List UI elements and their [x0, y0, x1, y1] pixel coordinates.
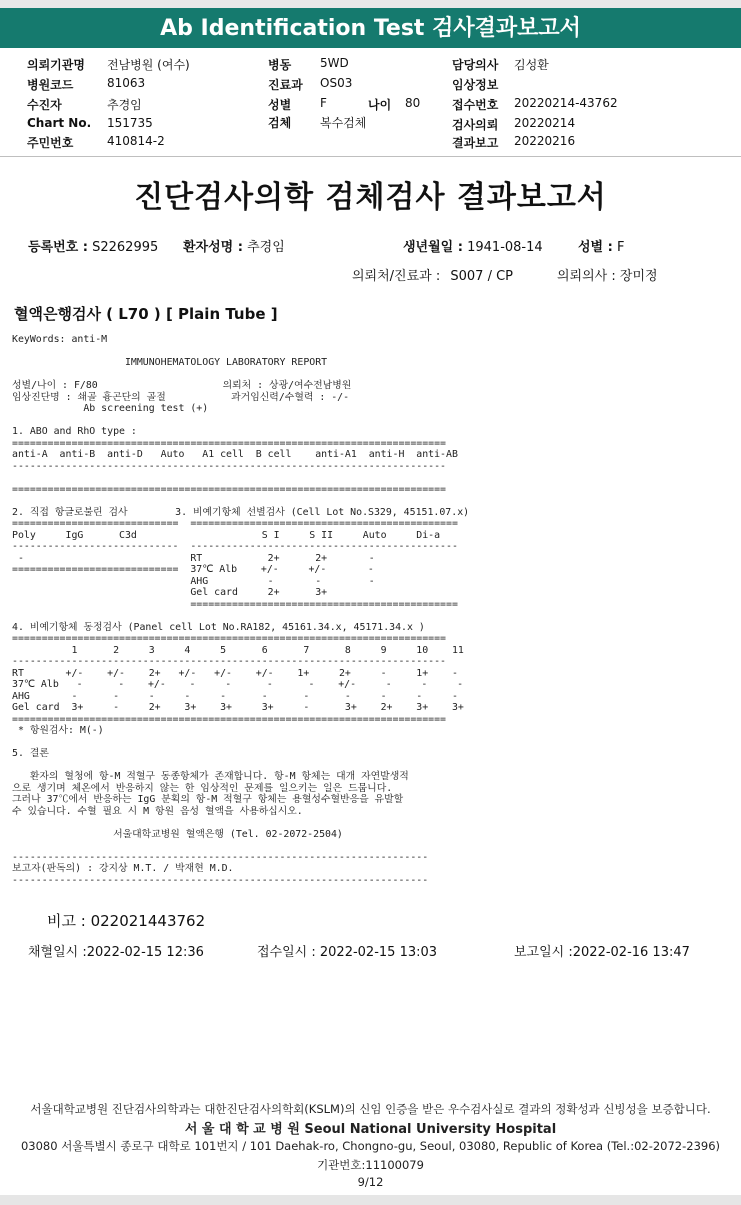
report-line: 성별/나이 : F/80 의뢰처 : 상광/여수전남병원 — [12, 380, 352, 391]
hdr-label-specimen: 검체 — [268, 116, 292, 130]
patient-doctor — [557, 265, 658, 284]
patient-sex — [578, 236, 624, 255]
patient-name — [183, 236, 285, 255]
hdr-value-org: 전남병원 (여수) — [107, 58, 190, 72]
hdr-label-patient: 수진자 — [27, 98, 62, 112]
hdr-value-doctor: 김성환 — [514, 58, 549, 72]
report-line: IMMUNOHEMATOLOGY LABORATORY REPORT — [12, 357, 328, 368]
time-received-value: 2022-02-15 13:03 — [319, 945, 438, 960]
hdr-value-sex: F — [320, 96, 327, 110]
section-title: 혈액은행검사 ( L70 ) [ Plain Tube ] — [14, 305, 278, 323]
note — [47, 910, 205, 931]
doctor-value: 장미정 — [619, 269, 658, 284]
footer-code: 기관번호:11100079 — [317, 1158, 424, 1172]
lab-report-text — [12, 334, 469, 886]
hdr-label-rrn: 주민번호 — [27, 136, 74, 150]
report-line: 37℃ Alb - - +/- - - - - +/- - - - — [12, 679, 464, 690]
hdr-label-request: 검사의뢰 — [452, 118, 499, 132]
hdr-label-age: 나이 — [368, 98, 392, 112]
report-line: 1 2 3 4 5 6 7 8 9 10 11 — [12, 644, 464, 656]
hdr-value-age: 80 — [405, 96, 421, 110]
report-line: ------------------------------------------------------------------------- — [12, 656, 447, 667]
report-line: 보고자(판독의) : 강지상 M.T. / 박재현 M.D. — [12, 863, 234, 874]
hdr-value-report: 20220216 — [514, 134, 576, 148]
time-collected-label: 채혈일시 : — [28, 945, 87, 960]
time-collected — [28, 941, 204, 960]
report-line: Gel card 2+ 3+ — [12, 587, 328, 598]
report-line: ---------------------------------------------------------------------- — [12, 851, 429, 863]
note-value: 022021443762 — [90, 912, 206, 930]
reg-label: 등록번호 : — [28, 240, 88, 255]
report-line: ========================================================================= — [12, 633, 447, 644]
reg-value: S2262995 — [92, 240, 159, 255]
report-line: KeyWords: anti-M — [12, 334, 108, 345]
hdr-label-clinical: 임상정보 — [452, 78, 499, 92]
time-reported-label: 보고일시 : — [514, 945, 573, 960]
time-received — [257, 941, 437, 960]
report-line: ============================================= — [12, 598, 458, 610]
report-line: AHG - - - - - - - - - - - — [12, 690, 458, 702]
hdr-value-patient: 추경임 — [107, 98, 142, 112]
report-line: 으로 생기며 체온에서 반응하지 않는 한 임상적인 문제를 일으키는 일은 드뭅니다. — [12, 782, 393, 794]
hdr-value-chart: 151735 — [107, 116, 153, 130]
hdr-value-request: 20220214 — [514, 116, 576, 130]
report-line: Poly IgG C3d S I S II Auto Di-a — [12, 529, 441, 541]
report-line: Ab screening test (+) — [12, 403, 209, 414]
report-line: ---------------------------- --------------------------------------------- — [12, 541, 458, 552]
report-line: Gel card 3+ - 2+ 3+ 3+ 3+ - 3+ 2+ 3+ 3+ — [12, 702, 464, 713]
hdr-value-rrn: 410814-2 — [107, 134, 165, 148]
report-line: * 항원검사: M(-) — [12, 725, 104, 736]
footer-cert: 서울대학교병원 진단검사의학과는 대한진단검사의학회(KSLM)의 신임 인증을 받은 우수검사실로 결과의 정확성과 신빙성을 보증합니다. — [30, 1102, 711, 1116]
hdr-label-sex: 성별 — [268, 98, 292, 112]
patient-reg — [28, 236, 158, 255]
hdr-value-dept: OS03 — [320, 76, 353, 90]
report-line: ========================================================================= — [12, 437, 447, 449]
hdr-label-dept: 진료과 — [268, 78, 303, 92]
header-info — [0, 0, 741, 160]
name-value: 추경임 — [247, 240, 285, 255]
report-line: - RT 2+ 2+ - — [12, 552, 375, 564]
hdr-value-code: 81063 — [107, 76, 146, 90]
hdr-label-chart: Chart No. — [27, 116, 92, 130]
time-reported — [514, 941, 690, 960]
page-number: 9/12 — [357, 1175, 384, 1189]
report-line: ============================ 37℃ Alb +/- +/- - — [12, 564, 374, 575]
report-line: 5. 결론 — [12, 748, 49, 759]
report-line: 2. 직접 항글로불린 검사 3. 비예기항체 선별검사 (Cell Lot No.S329, 45151.07.x) — [12, 506, 470, 518]
report-line: 임상진단명 : 쇄골 흉곤단의 골절 과거임신력/수혈력 : -/- — [12, 391, 350, 403]
hdr-label-doctor: 담당의사 — [452, 58, 499, 72]
patient-dept — [352, 265, 513, 284]
hdr-value-specimen: 복수검체 — [320, 116, 367, 130]
report-line: ============================ ============================================= — [12, 518, 458, 529]
hdr-value-accession: 20220214-43762 — [514, 96, 618, 110]
report-banner: Ab Identification Test 검사결과보고서 — [0, 8, 741, 48]
hdr-label-report: 결과보고 — [452, 136, 499, 150]
report-line: 수 있습니다. 수혈 필요 시 M 항원 음성 혈액을 사용하십시오. — [12, 805, 303, 817]
name-label: 환자성명 : — [183, 240, 243, 255]
dob-value: 1941-08-14 — [467, 240, 543, 255]
note-label: 비고 : — [47, 912, 86, 930]
hdr-value-ward: 5WD — [320, 56, 349, 70]
hdr-label-code: 병원코드 — [27, 78, 74, 92]
report-title: 진단검사의학 검체검사 결과보고서 — [134, 180, 607, 215]
report-line: AHG - - - — [12, 575, 375, 587]
footer-hospital: 서 울 대 학 교 병 원 Seoul National University Hospital — [184, 1122, 557, 1137]
report-line: RT +/- +/- 2+ +/- +/- +/- 1+ 2+ - 1+ - — [12, 667, 458, 679]
report-line: ========================================================================= — [12, 483, 447, 495]
hdr-label-org: 의뢰기관명 — [27, 58, 85, 72]
time-received-label: 접수일시 : — [257, 945, 316, 960]
dept-value: S007 / CP — [450, 269, 514, 284]
report-line: anti-A anti-B anti-D Auto A1 cell B cell anti-A1 anti-H anti-AB — [12, 449, 458, 460]
time-collected-value: 2022-02-15 12:36 — [86, 945, 204, 960]
footer-address: 03080 서울특별시 종로구 대학로 101번지 / 101 Daehak-ro, Chongno-gu, Seoul, 03080, Republic of Korea (Tel.:02-2072-2396) — [20, 1139, 721, 1153]
dept-label: 의뢰처/진료과 : — [352, 269, 441, 284]
dob-label: 생년월일 : — [403, 240, 463, 255]
report-line: 환자의 혈청에 항-M 적혈구 동종항체가 존재합니다. 항-M 항체는 대개 자연발생적 — [12, 771, 409, 782]
doctor-label: 의뢰의사 : — [557, 269, 616, 284]
hdr-label-ward: 병동 — [268, 58, 292, 72]
report-line: 4. 비예기항체 동정검사 (Panel cell Lot No.RA182, 45161.34.x, 45171.34.x ) — [12, 621, 425, 633]
sex-label: 성별 : — [578, 240, 613, 255]
time-reported-value: 2022-02-16 13:47 — [572, 945, 690, 960]
header-divider — [0, 156, 741, 157]
patient-dob — [403, 236, 543, 255]
report-line: ------------------------------------------------------------------------- — [12, 460, 447, 472]
sex-value: F — [616, 240, 625, 255]
report-line: 서울대학교병원 혈액은행 (Tel. 02-2072-2504) — [12, 828, 343, 840]
report-line: 그러나 37℃에서 반응하는 IgG 분획의 항-M 적혈구 항체는 용혈성수혈반응을 유발할 — [12, 794, 404, 805]
report-line: 1. ABO and RhO type : — [12, 426, 137, 437]
hdr-label-accession: 접수번호 — [452, 98, 499, 112]
report-line: ========================================================================= — [12, 713, 447, 725]
report-line: ---------------------------------------------------------------------- — [12, 874, 429, 886]
bottom-gray-bar — [0, 1195, 741, 1205]
